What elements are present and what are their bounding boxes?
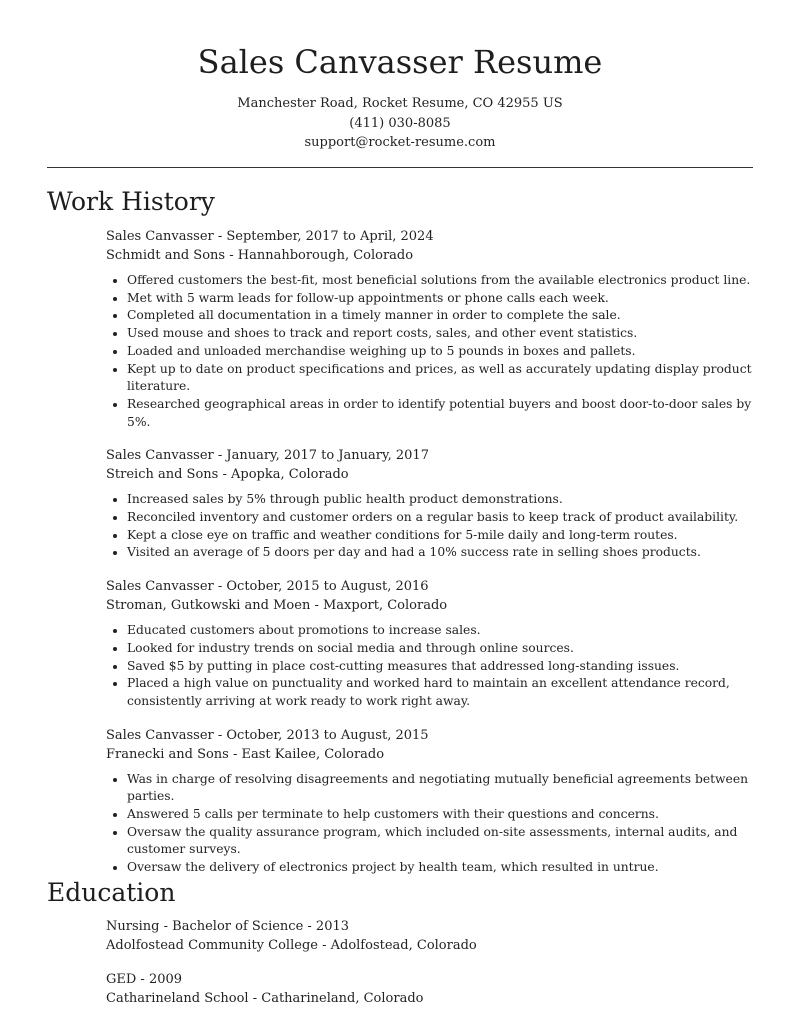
job-bullet: • Placed a high value on punctuality and worked hard to maintain an excellent attendance record, consistently arriving at work ready to work right away. — [127, 675, 758, 710]
job-bullet: • Offered customers the best-fit, most beneficial solutions from the available electronics product line. — [127, 272, 758, 290]
contact-email: support@rocket-resume.com — [304, 135, 496, 150]
job-bullet: • Oversaw the quality assurance program, which included on-site assessments, internal audits, and customer surveys. — [127, 824, 758, 859]
education-school-location: Catharineland School - Catharineland, Colorado — [106, 991, 424, 1006]
job-bullet: • Visited an average of 5 doors per day and had a 10% success rate in selling shoes products. — [127, 544, 758, 562]
education-degree-year: Nursing - Bachelor of Science - 2013 — [106, 919, 350, 934]
education-school-location: Adolfostead Community College - Adolfostead, Colorado — [106, 938, 477, 953]
job-bullet: • Completed all documentation in a timely manner in order to complete the sale. — [127, 307, 758, 325]
job-bullet: • Researched geographical areas in order to identify potential buyers and boost door-to-door sales by 5%. — [127, 396, 758, 431]
job-bullets — [106, 272, 758, 431]
contact-address: Manchester Road, Rocket Resume, CO 42955 US — [237, 96, 563, 111]
resume-header — [0, 0, 800, 153]
job-bullets — [106, 622, 758, 711]
job-bullet: • Used mouse and shoes to track and report costs, sales, and other event statistics. — [127, 325, 758, 343]
job-bullet: • Educated customers about promotions to increase sales. — [127, 622, 758, 640]
education-degree-year: GED - 2009 — [106, 972, 183, 987]
job-bullet: • Kept a close eye on traffic and weather conditions for 5-mile daily and long-term routes. — [127, 527, 758, 545]
education-entry — [106, 917, 758, 955]
job-company-location: Schmidt and Sons - Hannahborough, Colorado — [106, 248, 414, 263]
job-bullet: • Loaded and unloaded merchandise weighing up to 5 pounds in boxes and pallets. — [127, 343, 758, 361]
job-bullet: • Increased sales by 5% through public health product demonstrations. — [127, 491, 758, 509]
job-bullet: • Was in charge of resolving disagreements and negotiating mutually beneficial agreements between parties. — [127, 771, 758, 806]
education-heading: Education — [47, 878, 176, 907]
job-bullet: • Reconciled inventory and customer orders on a regular basis to keep track of product availability. — [127, 509, 758, 527]
job-role-dates: Sales Canvasser - October, 2015 to August, 2016 — [106, 579, 429, 595]
work-entry — [106, 227, 758, 431]
job-bullet: • Oversaw the delivery of electronics project by health team, which resulted in untrue. — [127, 859, 758, 877]
job-bullet: • Kept up to date on product specifications and prices, as well as accurately updating display product literature. — [127, 361, 758, 396]
header-divider — [47, 167, 753, 168]
work-history-heading: Work History — [47, 187, 215, 216]
job-bullet: • Met with 5 warm leads for follow-up appointments or phone calls each week. — [127, 290, 758, 308]
resume-title: Sales Canvasser Resume — [197, 43, 603, 81]
job-company-location: Streich and Sons - Apopka, Colorado — [106, 467, 349, 483]
job-role-dates: Sales Canvasser - January, 2017 to January, 2017 — [106, 448, 429, 464]
job-bullet: • Saved $5 by putting in place cost-cutting measures that addressed long-standing issues. — [127, 658, 758, 676]
education-entry — [106, 970, 758, 1008]
job-company-location: Franecki and Sons - East Kailee, Colorado — [106, 746, 385, 762]
work-entry — [106, 726, 758, 877]
job-bullets — [106, 771, 758, 877]
contact-phone: (411) 030-8085 — [349, 115, 451, 131]
job-role-dates: Sales Canvasser - October, 2013 to August, 2015 — [106, 727, 429, 743]
work-entry — [106, 446, 758, 562]
work-entry — [106, 577, 758, 711]
education-list — [106, 917, 758, 1023]
job-bullet: • Answered 5 calls per terminate to help customers with their questions and concerns. — [127, 806, 758, 824]
job-company-location: Stroman, Gutkowski and Moen - Maxport, Colorado — [106, 598, 448, 614]
contact-block — [0, 94, 800, 153]
job-bullet: • Looked for industry trends on social media and through online sources. — [127, 640, 758, 658]
work-history-list — [106, 227, 758, 892]
job-role-dates: Sales Canvasser - September, 2017 to April, 2024 — [106, 229, 434, 244]
job-bullets — [106, 491, 758, 562]
